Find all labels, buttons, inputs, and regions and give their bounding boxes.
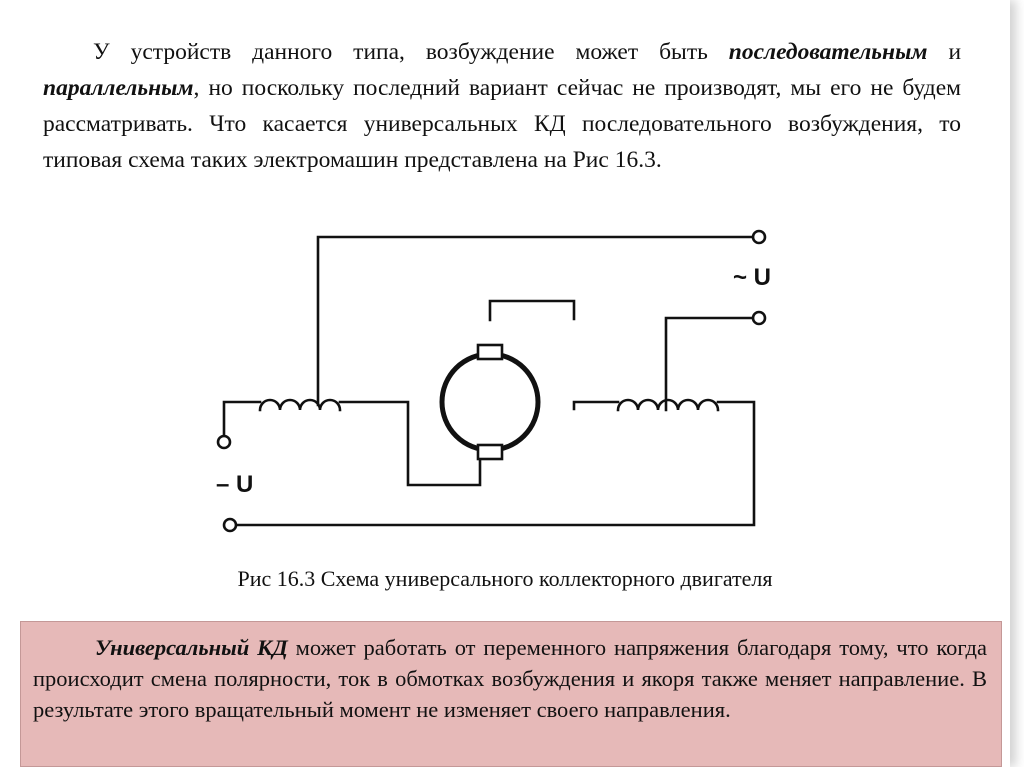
term-parallel: параллельным bbox=[43, 75, 194, 101]
wire-left-field bbox=[224, 402, 260, 442]
terminal-dc-bottom bbox=[224, 519, 236, 531]
label-dc-voltage: – U bbox=[216, 471, 254, 498]
and-text: и bbox=[948, 39, 962, 65]
intro-paragraph bbox=[43, 34, 961, 178]
armature-rotor bbox=[442, 354, 538, 450]
intro-lead-text: У устройств данного типа, возбуждение может быть bbox=[93, 39, 708, 65]
brush-top bbox=[478, 345, 502, 359]
motor-circuit-diagram bbox=[198, 213, 783, 555]
coil-left bbox=[260, 400, 340, 410]
terminal-ac-bottom bbox=[753, 312, 765, 324]
note-paragraph bbox=[33, 632, 987, 725]
label-ac-voltage: ~ U bbox=[733, 264, 772, 291]
circuit-svg bbox=[198, 213, 783, 555]
figure-caption: Рис 16.3 Схема универсального коллекторного двигателя bbox=[237, 566, 773, 591]
note-term: Универсальный КД bbox=[95, 635, 288, 660]
coil-right bbox=[618, 400, 718, 410]
wire-right-upper bbox=[666, 318, 752, 410]
wire-right-down bbox=[574, 402, 618, 409]
note-text: может работать от переменного напряжения благодаря тому, что когда происходит смена полярности, ток в обмотках возбуждения и якоря также меняет направление. В результате этого вращательный момент не изменяет своего направления. bbox=[33, 635, 987, 722]
wire-armature-top bbox=[490, 301, 574, 320]
brush-bottom bbox=[478, 445, 502, 459]
terminal-ac-top bbox=[753, 231, 765, 243]
intro-rest-text: , но поскольку последний вариант сейчас не производят, мы его не будем рассматривать. Что касается универсальных КД последовательного возбуждения, то типовая схема таких электромашин представлена на Рис 16.3. bbox=[43, 75, 961, 173]
term-series: последовательным bbox=[728, 39, 928, 65]
note-box bbox=[20, 621, 1002, 767]
terminal-dc-top bbox=[218, 436, 230, 448]
